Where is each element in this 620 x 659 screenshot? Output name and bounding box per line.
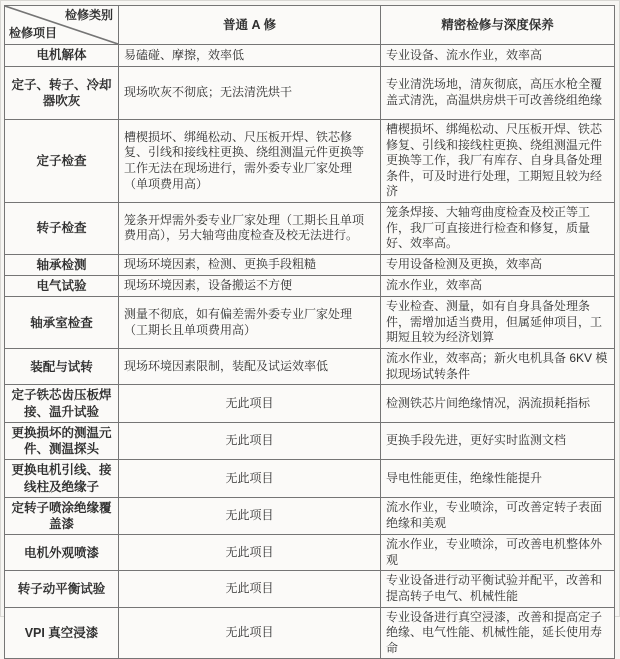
table-row [5,422,615,460]
ordinary-repair-cell: 笼条开焊需外委专业厂家处理（工期长且单项费用高），另大轴弯曲度检查及校无法进行。 [119,203,381,255]
table-row [5,535,615,571]
table-row [5,460,615,498]
row-item-label: 更换电机引线、接线柱及绝缘子 [5,460,119,498]
row-item-label: 轴承检测 [5,254,119,275]
precision-maintenance-cell: 专业设备、流水作业，效率高 [381,45,615,67]
table-row [5,497,615,535]
precision-maintenance-cell: 导电性能更佳，绝缘性能提升 [381,460,615,498]
table-row [5,297,615,349]
precision-maintenance-cell: 流水作业，专业喷涂，可改善电机整体外观 [381,535,615,571]
maintenance-comparison-table [4,5,615,659]
row-item-label: 轴承室检查 [5,297,119,349]
row-item-label: 电机外观喷漆 [5,535,119,571]
corner-header-cell [5,6,119,45]
precision-maintenance-cell: 专业清洗场地，清灰彻底，高压水枪全覆盖式清洗，高温烘房烘干可改善绕组绝缘 [381,67,615,120]
precision-maintenance-cell: 专业检查、测量，如有自身具备处理条件，需增加适当费用，但属延伸项目，工期短且较为经济划算 [381,297,615,349]
precision-maintenance-cell: 检测铁芯片间绝缘情况，涡流损耗指标 [381,385,615,423]
column-header-ordinary-a-repair: 普通 A 修 [119,6,381,45]
precision-maintenance-cell: 流水作业，效率高 [381,276,615,297]
row-item-label: 更换损坏的测温元件、测温探头 [5,422,119,460]
precision-maintenance-cell: 流水作业，专业喷涂，可改善定转子表面绝缘和美观 [381,497,615,535]
ordinary-repair-cell: 无此项目 [119,385,381,423]
table-row [5,120,615,203]
row-item-label: 定子、转子、冷却器吹灰 [5,67,119,120]
ordinary-repair-cell: 现场环境因素，检测、更换手段粗糙 [119,254,381,275]
row-item-label: 转子动平衡试验 [5,571,119,607]
precision-maintenance-cell: 专业设备进行动平衡试验并配平，改善和提高转子电气、机械性能 [381,571,615,607]
row-item-label: 定子铁芯齿压板焊接、温升试验 [5,385,119,423]
ordinary-repair-cell: 无此项目 [119,422,381,460]
ordinary-repair-cell: 无此项目 [119,460,381,498]
ordinary-repair-cell: 无此项目 [119,535,381,571]
corner-label-item: 检修项目 [9,26,58,41]
header-row [5,6,615,45]
ordinary-repair-cell: 无此项目 [119,497,381,535]
ordinary-repair-cell: 现场吹灰不彻底；无法清洗烘干 [119,67,381,120]
ordinary-repair-cell: 现场环境因素，设备搬运不方便 [119,276,381,297]
ordinary-repair-cell: 槽楔损坏、绑绳松动、尺压板开焊、铁芯修复、引线和接线柱更换、绕组测温元件更换等工作无法在现场进行，需外委专业厂家处理（单项费用高） [119,120,381,203]
precision-maintenance-cell: 笼条焊接、大轴弯曲度检查及校正等工作，我厂可直接进行检查和修复，质量好、效率高。 [381,203,615,255]
row-item-label: 电气试验 [5,276,119,297]
row-item-label: 定转子喷涂绝缘覆盖漆 [5,497,119,535]
ordinary-repair-cell: 测量不彻底，如有偏差需外委专业厂家处理（工期长且单项费用高） [119,297,381,349]
ordinary-repair-cell: 现场环境因素限制，装配及试运效率低 [119,349,381,385]
column-header-precision-maintenance: 精密检修与深度保养 [381,6,615,45]
precision-maintenance-cell: 槽楔损坏、绑绳松动、尺压板开焊、铁芯修复、引线和接线柱更换、绕组测温元件更换等工作，我厂有库存、自身具备处理条件，可及时进行处理，工期短且较为经济 [381,120,615,203]
table-row [5,67,615,120]
precision-maintenance-cell: 更换手段先进，更好实时监测文档 [381,422,615,460]
table-row [5,607,615,659]
row-item-label: 定子检查 [5,120,119,203]
corner-label-category: 检修类别 [64,8,113,22]
row-item-label: 电机解体 [5,45,119,67]
table-row [5,203,615,255]
row-item-label: 转子检查 [5,203,119,255]
precision-maintenance-cell: 专用设备检测及更换，效率高 [381,254,615,275]
table-row [5,254,615,275]
ordinary-repair-cell: 无此项目 [119,571,381,607]
table-row [5,349,615,385]
precision-maintenance-cell: 流水作业，效率高；新火电机具备 6KV 模拟现场试转条件 [381,349,615,385]
precision-maintenance-cell: 专业设备进行真空浸漆，改善和提高定子绝缘、电气性能、机械性能，延长使用寿命 [381,607,615,659]
table-row [5,385,615,423]
row-item-label: 装配与试转 [5,349,119,385]
row-item-label: VPI 真空浸漆 [5,607,119,659]
table-row [5,276,615,297]
ordinary-repair-cell: 易磕碰、摩擦，效率低 [119,45,381,67]
table-row [5,45,615,67]
ordinary-repair-cell: 无此项目 [119,607,381,659]
table-row [5,571,615,607]
